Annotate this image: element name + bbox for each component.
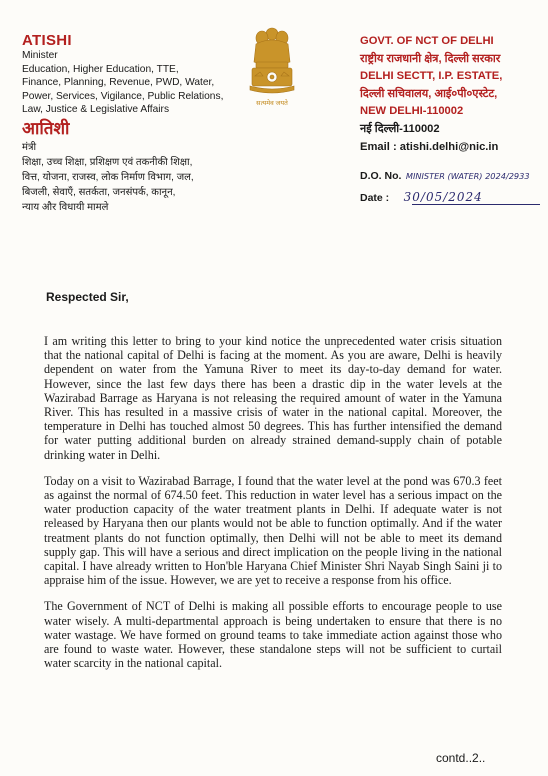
salutation: Respected Sir, [46,290,129,304]
continuation-note: contd..2.. [436,751,486,765]
minister-title-en: Minister [22,50,58,61]
date-value: 30/05/2024 [403,190,483,204]
letter-body [44,334,502,682]
portfolio-hi-line-1: शिक्षा, उच्च शिक्षा, प्रशिक्षण एवं तकनीकी शिक्षा, [22,156,193,168]
portfolio-hi-line-4: न्याय और विधायी मामले [22,201,109,213]
portfolio-line-2: Finance, Planning, Revenue, PWD, Water, [22,77,215,89]
portfolio-line-4: Law, Justice & Legislative Affairs [22,104,170,116]
office-line-1: GOVT. OF NCT OF DELHI [360,35,494,47]
office-line-3: DELHI SECTT, I.P. ESTATE, [360,70,503,83]
paragraph-1: I am writing this letter to bring to your kind notice the unprecedented water crisis situation that the national capital of Delhi is facing at the moment. As you are aware, Delhi is heavily dependent on water from the Yamuna River to meet its day-to-day demand for water. However, since the last few days there has been a drastic dip in the water levels at the Wazirabad Barrage as Haryana is not releasing the required amount of water in the Yamuna River. This has resulted in a massive crisis of water in the national capital. Moreover, the temperature in Delhi has touched almost 50 degrees. This has further intensified the demand for water putting additional burden on already strained demand-supply chain of potable drinking water in Delhi. [44,334,502,462]
minister-name-hi: आतिशी [22,118,70,138]
portfolio-hi-line-3: बिजली, सेवाएँ, सतर्कता, जनसंपर्क, कानून, [22,186,176,198]
portfolio-line-3: Power, Services, Vigilance, Public Relations, [22,90,224,102]
portfolio-line-1: Education, Higher Education, TTE, [22,63,179,75]
do-number-row [360,166,545,184]
office-email: Email : atishi.delhi@nic.in [360,140,499,153]
do-number-value: MINISTER (WATER) 2024/2933 [405,171,530,181]
minister-title-hi: मंत्री [22,141,37,153]
office-address-block [360,33,545,156]
portfolio-hi-line-2: वित्त, योजना, राजस्व, लोक निर्माण विभाग, जल, [22,171,194,183]
office-line-2: राष्ट्रीय राजधानी क्षेत्र, दिल्ली सरकार [360,52,501,65]
paragraph-3: The Government of NCT of Delhi is making all possible efforts to encourage people to use water wisely. A multi-departmental approach is being undertaken to ensure that there is no water wastage. We have formed on ground teams to take immediate action against those who are found to waste water. However, these standalone steps will not be sufficient to curtail water scarcity in the national capital. [44,599,502,671]
minister-block [22,32,252,215]
minister-name-en: ATISHI [22,32,72,49]
date-underline [412,204,540,205]
office-line-4: दिल्ली सचिवालय, आई०पी०एस्टेट, [360,87,498,100]
office-line-6: नई दिल्ली-110002 [360,122,440,135]
emblem-motto: सत्यमेव जयते [256,100,288,107]
paragraph-2: Today on a visit to Wazirabad Barrage, I found that the water level at the pond was 670.3 feet as against the normal of 674.50 feet. This reduction in water level has a serious impact on the water production capacity of the water treatment plants in Delhi. If adequate water is not released by Haryana then our plants would not be able to function optimally. And if the water treatment plants do not function optimally, then Delhi will not be able to meet its demand supply gap. This will have a serious and direct implication on the people living in the national capital. I have already written to Hon'ble Haryana Chief Minister Shri Nayab Singh Saini ji to appraise him of the issue. However, we are yet to receive a response from his office. [44,473,502,588]
do-number-label: D.O. No. [360,170,402,182]
office-line-5: NEW DELHI-110002 [360,105,464,118]
national-emblem-icon [244,26,300,102]
date-label: Date : [360,192,390,204]
